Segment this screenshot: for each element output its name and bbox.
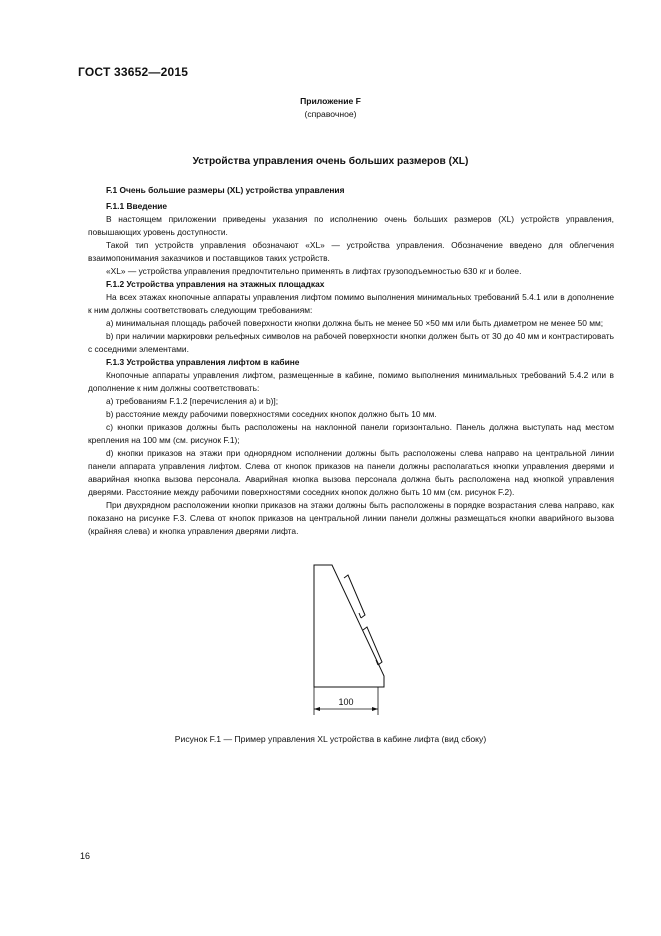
dimension-label: 100 xyxy=(338,697,354,707)
dimension-arrow-left xyxy=(314,707,320,711)
page-number: 16 xyxy=(80,851,91,861)
section-heading-f1: F.1 Очень большие размеры (XL) устройства управления xyxy=(106,185,345,195)
document-header: ГОСТ 33652—2015 xyxy=(78,65,189,79)
paragraph: b) расстояние между рабочими поверхностями соседних кнопок должно быть 10 мм. xyxy=(106,409,437,419)
appendix-note: (справочное) xyxy=(304,109,357,119)
paragraph: F.1.1 Введение xyxy=(106,201,168,211)
page-title: Устройства управления очень больших размеров (XL) xyxy=(192,156,469,167)
figure-caption: Рисунок F.1 — Пример управления XL устройства в кабине лифта (вид сбоку) xyxy=(174,734,487,744)
body-text xyxy=(88,200,614,538)
paragraph: c) кнопки приказов должны быть расположены на наклонной панели горизонтально. Панель должна выступать над местом крепления на 100 мм (см. рисунок F.1); xyxy=(88,422,614,445)
paragraph: F.1.2 Устройства управления на этажных площадках xyxy=(106,279,325,289)
panel-outline xyxy=(314,565,384,687)
paragraph: В настоящем приложении приведены указания по исполнению очень больших размеров (XL) устройств управления, повышающих уровень доступности. xyxy=(88,214,614,237)
paragraph: d) кнопки приказов на этажи при однорядном исполнении должны быть расположены слева направо на центральной линии панели аппарата управления лифтом. Слева от кнопок приказов на панели должны располагаться кнопки управления дверями и аварийная кнопка вызова персонала. Аварийная кнопка вызова персонала должна быть расположена над кнопкой управления дверями. Расстояние между рабочими поверхностями соседних кнопок должно быть 10 мм (см. рисунок F.2). xyxy=(88,448,614,497)
appendix-label: Приложение F xyxy=(300,96,361,106)
paragraph: На всех этажах кнопочные аппараты управления лифтом помимо выполнения минимальных требований 5.4.1 или в дополнение к ним должны соответствовать следующим требованиям: xyxy=(88,292,614,315)
figure-f1-drawing xyxy=(300,555,400,715)
paragraph: «XL» — устройства управления предпочтительно применять в лифтах грузоподъемностью 630 кг и более. xyxy=(106,266,522,276)
paragraph: Кнопочные аппараты управления лифтом, размещенные в кабине, помимо выполнения минимальных требований 5.4.2 или в дополнение к ним должны соответствовать: xyxy=(88,370,614,393)
paragraph: При двухрядном расположении кнопки приказов на этажи должны быть расположены в порядке возрастания слева направо, как показано на рисунке F.3. Слева от кнопок приказов на центральной линии панели должны размещаться кнопки аварийного вызова (крайняя слева) и кнопка управления дверями лифта. xyxy=(88,500,614,536)
paragraph: a) требованиям F.1.2 [перечисления a) и b)]; xyxy=(106,396,279,406)
paragraph: F.1.3 Устройства управления лифтом в кабине xyxy=(106,357,300,367)
dimension-arrow-right xyxy=(372,707,378,711)
paragraph: b) при наличии маркировки рельефных символов на рабочей поверхности кнопки должен быть от 30 до 40 мм и контрастировать с соседними элементами. xyxy=(88,331,614,354)
paragraph: Такой тип устройств управления обозначают «XL» — устройства управления. Обозначение введено для облегчения взаимопонимания заказчиков и поставщиков таких устройств. xyxy=(88,240,614,263)
paragraph: a) минимальная площадь рабочей поверхности кнопки должна быть не менее 50 ×50 мм или быть диаметром не менее 50 мм; xyxy=(106,318,604,328)
lower-button xyxy=(363,627,382,665)
